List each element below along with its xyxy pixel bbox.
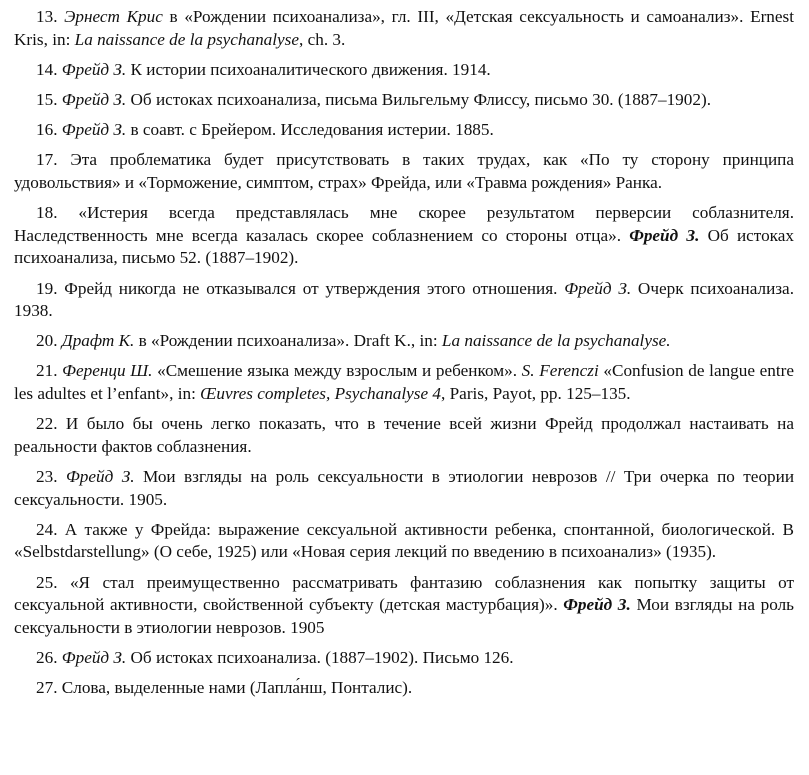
note-text: 17. Эта проблематика будет присутствовать в таких трудах, как «По ту сторону принципа удовольствия» и «Торможение, симптом, страх» Фрейда, или «Травма рождения» Ранка. (14, 150, 794, 192)
bold-italic-reference: Фрейд З. (563, 595, 631, 615)
note-text: Об истоках психоанализа, письмо 52. (1887–1902). (14, 225, 794, 268)
footnote-22 (14, 413, 794, 458)
footnote-14 (14, 59, 794, 82)
note-text: 26. (36, 647, 62, 667)
note-text: в соавт. с Брейером. Исследования истерии. 1885. (126, 120, 494, 140)
italic-reference: Эрнест Крис (64, 7, 163, 26)
footnote-17 (14, 149, 794, 194)
italic-reference: Фрейд З. (65, 467, 135, 487)
note-text: «Confusion de langue entre les adultes et l’enfant», in: (14, 361, 794, 404)
italic-reference: Ференци Ш. (62, 361, 153, 381)
note-text: в «Рождении психоанализа». Draft K., in: (134, 331, 442, 351)
italic-reference: Фрейд З. (61, 120, 127, 140)
footnote-20 (14, 330, 794, 353)
footnote-21 (14, 360, 794, 405)
note-text: Об истоках психоанализа. (1887–1902). Письмо 126. (126, 647, 514, 667)
note-text: 23. (36, 467, 66, 487)
note-text: , Paris, Payot, pp. 125–135. (441, 384, 631, 404)
note-text: Мои взгляды на роль сексуальности в этиологии неврозов // Три очерка по теории сексуальности. 1905. (14, 467, 795, 509)
italic-reference: Фрейд З. (564, 278, 632, 298)
footnote-16 (14, 119, 794, 142)
note-text: в «Рождении психоанализа», гл. III, «Детская сексуальность и самоанализ». Ernest Kris, in: (14, 7, 794, 49)
italic-reference: Драфт К. (61, 331, 135, 351)
note-text: Очерк психоанализа. 1938. (14, 278, 794, 321)
note-text: , ch. 3. (299, 29, 346, 49)
footnote-24 (14, 519, 794, 564)
note-text: «Смешение языка между взрослым и ребенком». (152, 361, 522, 381)
footnotes-list (14, 6, 794, 707)
note-text: 21. (36, 361, 63, 381)
note-text: Об истоках психоанализа, письма Вильгельму Флиссу, письмо 30. (1887–1902). (126, 89, 711, 109)
footnote-19 (14, 278, 794, 323)
note-text: 16. (36, 120, 62, 140)
footnote-25 (14, 572, 794, 640)
note-text: 18. «Истерия всегда представлялась мне скорее результатом перверсии соблазнителя. Наследственность мне всегда казалась скорее соблазнением со стороны отца». (14, 203, 794, 245)
note-text: 27. Слова, выделенные нами (Лапла́нш, Понталис). (36, 678, 413, 698)
italic-reference: S. Ferenczi (521, 361, 599, 381)
italic-reference: Фрейд З. (61, 59, 127, 79)
bold-italic-reference: Фрейд З. (629, 225, 700, 245)
footnote-15 (14, 89, 794, 112)
italic-reference: La naissance de la psychanalyse (74, 29, 299, 49)
footnote-23 (14, 466, 794, 511)
note-text: Мои взгляды на роль сексуальности в этиологии неврозов. 1905 (14, 595, 794, 637)
note-text: 14. (36, 59, 62, 79)
note-text: 25. «Я стал преимущественно рассматривать фантазию соблазнения как попытку защиты от сексуальной активности, свойственной субъекту (детская мастурбация)». (14, 572, 794, 615)
note-text: 19. Фрейд никогда не отказывался от утверждения этого отношения. (36, 278, 565, 298)
italic-reference: La naissance de la psychanalyse. (441, 331, 671, 351)
note-text: 20. (36, 331, 62, 351)
italic-reference: Œuvres completes, Psychanalyse 4 (200, 384, 442, 404)
note-text: 13. (36, 7, 65, 26)
footnote-26 (14, 647, 794, 670)
italic-reference: Фрейд З. (61, 89, 127, 109)
footnote-18 (14, 202, 794, 270)
footnote-27 (14, 677, 794, 700)
note-text: 15. (36, 89, 62, 109)
footnote-13 (14, 6, 794, 51)
italic-reference: Фрейд З. (61, 647, 127, 667)
note-text: К истории психоаналитического движения. 1914. (126, 59, 491, 79)
note-text: 22. И было бы очень легко показать, что в течение всей жизни Фрейд продолжал настаивать на реальности фактов соблазнения. (14, 414, 794, 456)
note-text: 24. А также у Фрейда: выражение сексуальной активности ребенка, спонтанной, биологической. В «Selbstdarstellung» (О себе, 1925) или «Новая серия лекций по введению в психоанализ» (1935). (14, 519, 794, 562)
